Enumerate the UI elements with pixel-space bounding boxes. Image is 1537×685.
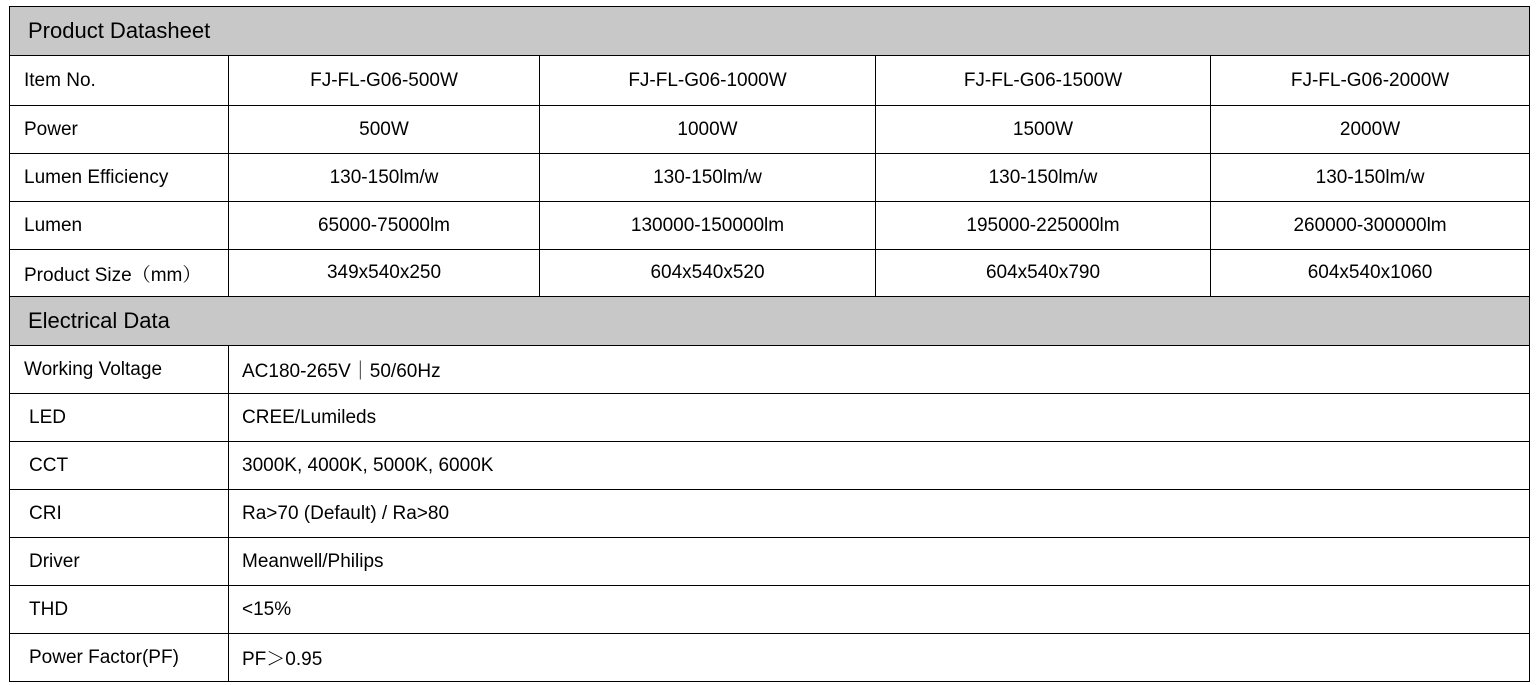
row-label: THD	[10, 586, 229, 634]
table-row	[10, 250, 1530, 297]
table-row	[10, 586, 1530, 634]
table-row	[10, 490, 1530, 538]
row-label: Item No.	[10, 56, 229, 106]
table-cell: 130-150lm/w	[229, 154, 540, 202]
table-cell: 65000-75000lm	[229, 202, 540, 250]
table-row	[10, 56, 1530, 106]
row-label: Product Size（mm）	[10, 250, 229, 297]
row-label: CRI	[10, 490, 229, 538]
table-cell: 604x540x1060	[1211, 250, 1530, 297]
row-label: Power	[10, 106, 229, 154]
section-header-product-datasheet	[10, 7, 1530, 56]
table-cell: 130-150lm/w	[540, 154, 876, 202]
table-cell: 1000W	[540, 106, 876, 154]
table-cell: FJ-FL-G06-1500W	[876, 56, 1211, 106]
row-label: Working Voltage	[10, 346, 229, 394]
section-header-electrical-data	[10, 297, 1530, 346]
table-cell: Ra>70 (Default) / Ra>80	[229, 490, 1530, 538]
table-cell: 130-150lm/w	[1211, 154, 1530, 202]
table-cell: <15%	[229, 586, 1530, 634]
table-cell: 1500W	[876, 106, 1211, 154]
table-cell: 130000-150000lm	[540, 202, 876, 250]
datasheet-table	[9, 6, 1530, 682]
table-cell: PF＞0.95	[229, 634, 1530, 682]
section-title: Product Datasheet	[10, 7, 1530, 56]
table-cell: Meanwell/Philips	[229, 538, 1530, 586]
row-label: Lumen	[10, 202, 229, 250]
table-cell: AC180-265V｜50/60Hz	[229, 346, 1530, 394]
section-title: Electrical Data	[10, 297, 1530, 346]
table-cell: 500W	[229, 106, 540, 154]
table-row	[10, 538, 1530, 586]
table-cell: FJ-FL-G06-1000W	[540, 56, 876, 106]
table-cell: FJ-FL-G06-500W	[229, 56, 540, 106]
table-row	[10, 394, 1530, 442]
table-cell: 2000W	[1211, 106, 1530, 154]
table-cell: 3000K, 4000K, 5000K, 6000K	[229, 442, 1530, 490]
table-cell: CREE/Lumileds	[229, 394, 1530, 442]
row-label: Driver	[10, 538, 229, 586]
table-row	[10, 634, 1530, 682]
table-cell: 604x540x520	[540, 250, 876, 297]
table-row	[10, 154, 1530, 202]
table-row	[10, 202, 1530, 250]
table-row	[10, 346, 1530, 394]
table-row	[10, 106, 1530, 154]
table-cell: FJ-FL-G06-2000W	[1211, 56, 1530, 106]
row-label: CCT	[10, 442, 229, 490]
table-cell: 260000-300000lm	[1211, 202, 1530, 250]
row-label: LED	[10, 394, 229, 442]
table-cell: 130-150lm/w	[876, 154, 1211, 202]
row-label: Lumen Efficiency	[10, 154, 229, 202]
table-cell: 604x540x790	[876, 250, 1211, 297]
table-cell: 349x540x250	[229, 250, 540, 297]
row-label: Power Factor(PF)	[10, 634, 229, 682]
table-row	[10, 442, 1530, 490]
table-cell: 195000-225000lm	[876, 202, 1211, 250]
